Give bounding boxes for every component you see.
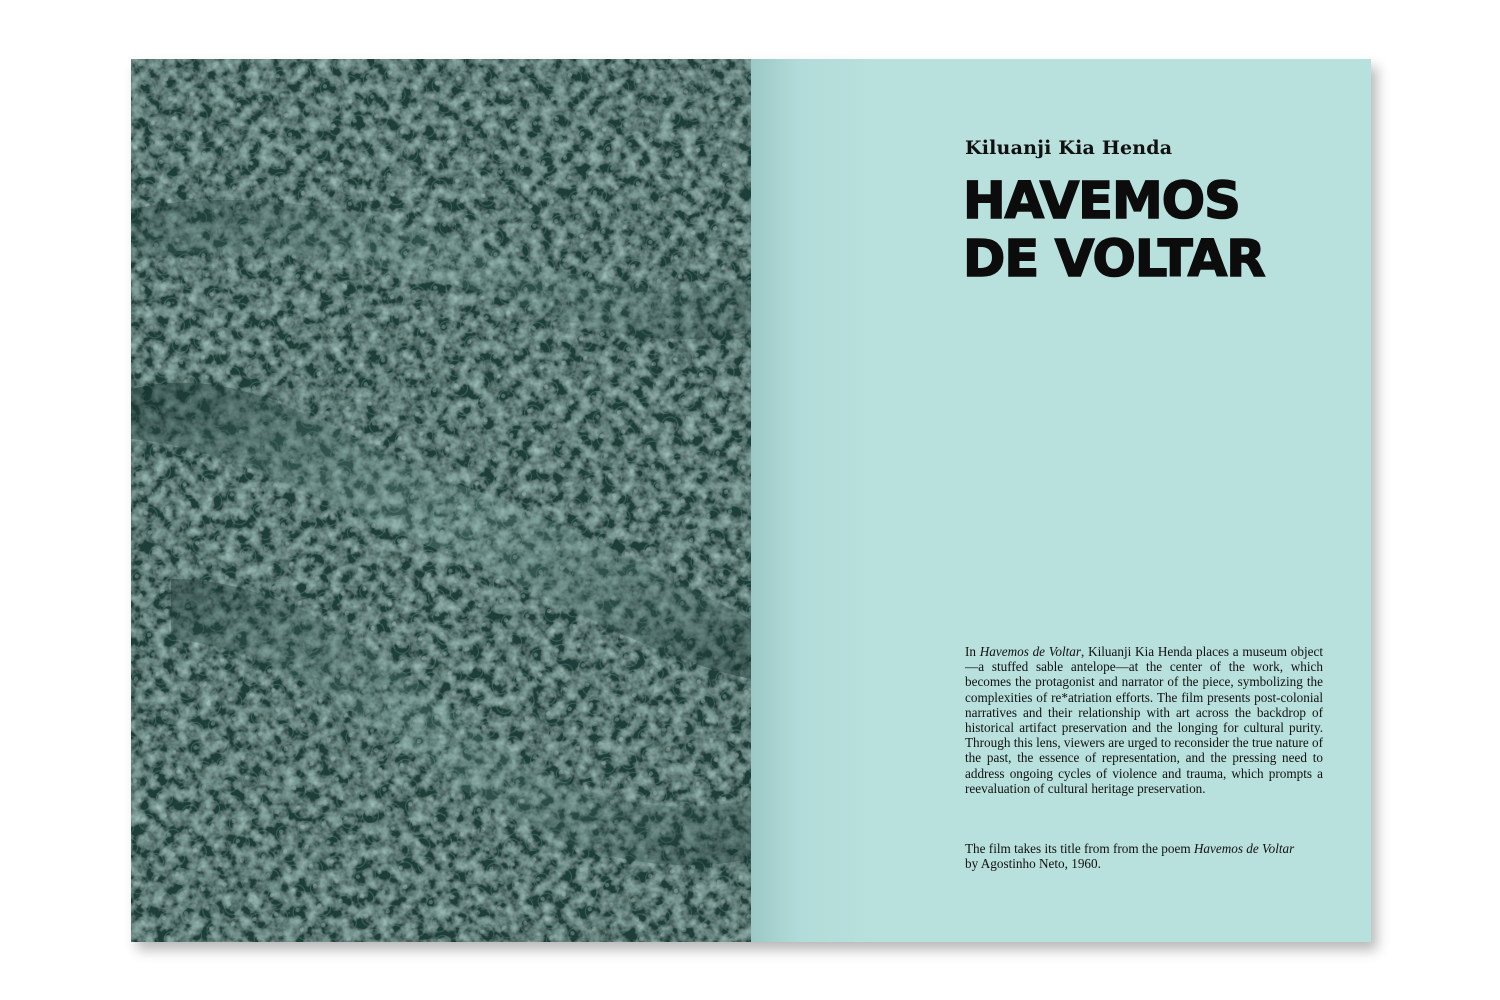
work-title-italic: Havemos de Voltar [979,644,1082,659]
title-line-2: DE VOLTAR [963,230,1265,289]
description-paragraph [965,644,1323,796]
credit-before: The film takes its title from from the poem [965,841,1194,856]
work-title [963,173,1264,289]
bubble-wrap-photo [131,59,751,942]
description-text: , Kiluanji Kia Henda places a museum object—a stuffed sable antelope—at the center of the work, which becomes the protagonist and narrator of the piece, symbolizing the complexities of re*atriation efforts. The film presents post-colonial narratives and their relationship with art across the backdrop of historical artifact preservation and the longing for cultural purity. Through this lens, viewers are urged to reconsider the true nature of the past, the essence of representation, and the pressing need to address ongoing cycles of violence and trauma, which prompts a reevaluation of cultural heritage preservation. [965,644,1323,796]
text-page [751,59,1371,942]
intro-text: In [965,644,980,659]
title-credit [965,841,1345,871]
credit-after: by Agostinho Neto, 1960. [965,856,1101,872]
book-spread [131,59,1371,942]
title-line-1: HAVEMOS [963,172,1240,231]
bubble-wrap-texture [131,59,751,942]
author-name: Kiluanji Kia Henda [965,137,1173,159]
poem-title: Havemos de Voltar [1193,841,1295,856]
